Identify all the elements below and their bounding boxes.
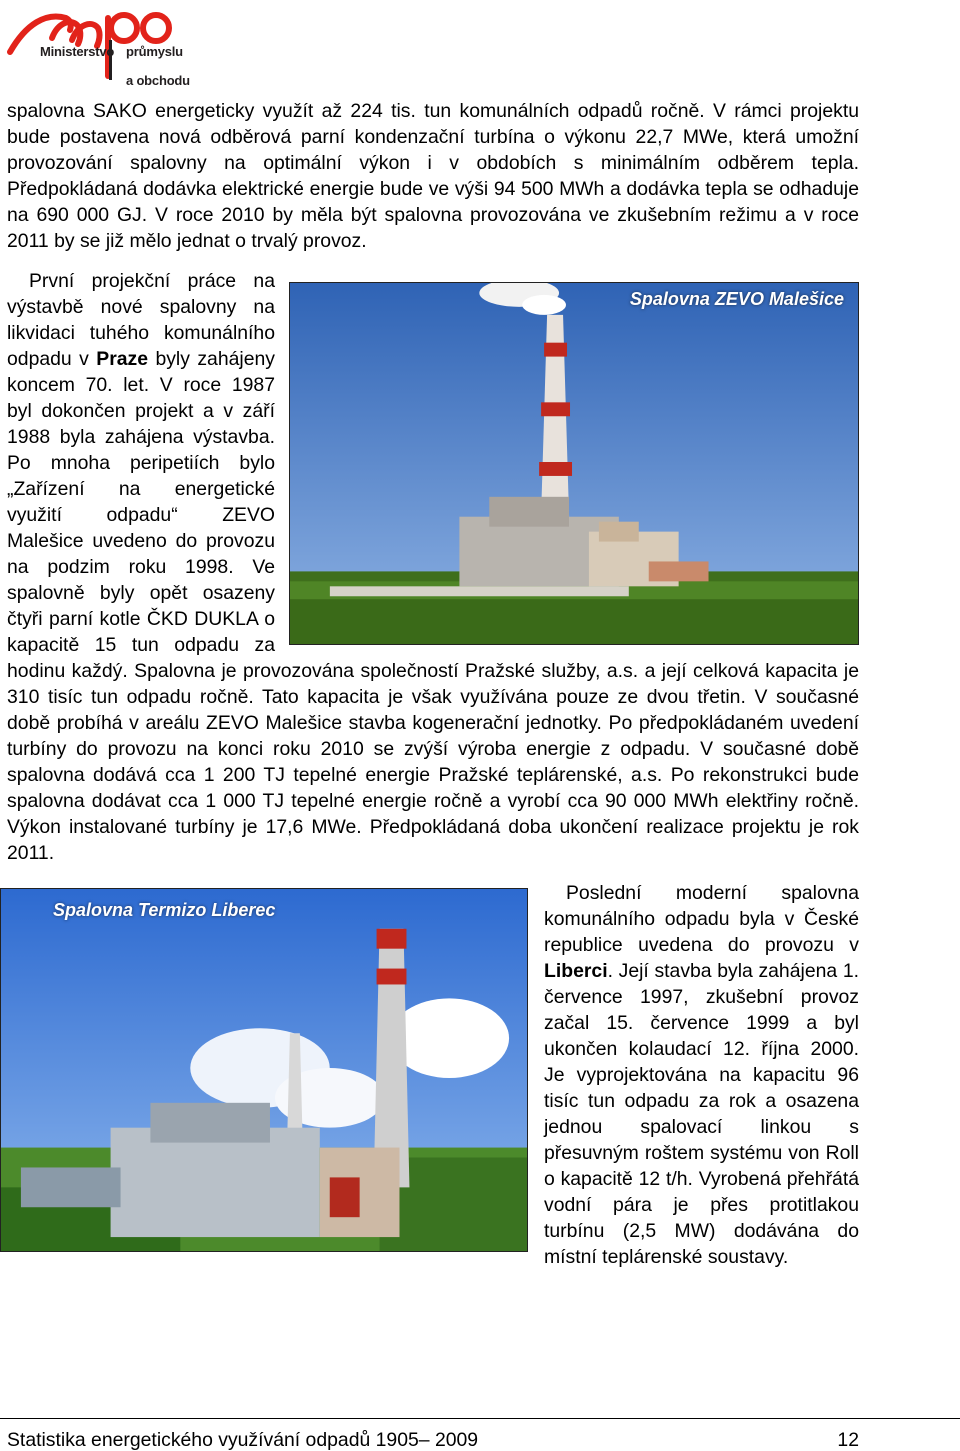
paragraph-termizo-text-2: . Její stavba byla zahájena 1. července 1997, zkušební provoz začal 15. července 1999 a byl ukončen kolaudací 12. října 2000. Je vyprojektována na kapacitu 96 tisíc tun odpadu za rok a osazena jednou spalovací linkou s přesuvným roštem systému von Roll o kapacitě 12 t/h. Vyrobená přehřátá vodní pára je přes protitlakou turbínu (2,5 MW) dodávána do místní teplárenské soustavy. [544, 960, 859, 1268]
paragraph-zevo-city: Praze [96, 348, 149, 370]
footer-title: Statistika energetického využívání odpadů 1905– 2009 [7, 1429, 479, 1451]
paragraph-termizo-text-1: Poslední moderní spalovna komunálního odpadu byla v České republice uvedena do provozu v [544, 882, 859, 956]
logo-line-3: a obchodu [126, 73, 190, 88]
photo-zevo-caption: Spalovna ZEVO Malešice [629, 289, 844, 309]
photo-zevo-malesice [289, 282, 859, 645]
paragraph-termizo-city: Liberci [544, 960, 608, 982]
paragraph-termizo [7, 880, 859, 1270]
photo-zevo-image [290, 283, 858, 644]
footer-divider [0, 1418, 960, 1419]
photo-termizo-liberec [0, 888, 528, 1252]
paragraph-zevo-text-1: První projekční práce na výstavbě nové spalovny na likvidaci tuhého komunálního odpadu v [7, 270, 275, 370]
photo-termizo-caption: Spalovna Termizo Liberec [53, 900, 276, 920]
paragraph-sako-text: spalovna SAKO energeticky využít až 224 tis. tun komunálních odpadů ročně. V rámci projektu bude postavena nová odběrová parní kondenzační turbína o výkonu 22,7 MWe, která umožní provozování spalovny na optimální výkon i v obdobích s minimálním odběrem tepla. Předpokládaná dodávka elektrické energie bude ve výši 94 500 MWh a dodávka tepla se odhaduje na 690 000 GJ. V roce 2010 by měla být spalovna provozována ve zkušebním režimu a v roce 2011 by se již mělo jednat o trvalý provoz. [7, 100, 859, 252]
paragraph-zevo-text-2: byly zahájeny koncem 70. let. V roce 1987 byl dokončen projekt a v září 1988 byla zahájena výstavba. Po mnoha peripetiích bylo „Zařízení na energetické využití odpadu“ ZEVO Malešice uvedeno do provozu na podzim roku 1998. Ve spalovně byly opět osazeny čtyři parní kotle ČKD DUKLA o kapacitě 15 tun odpadu za hodinu každý. Spalovna je provozována společností Pražské služby, a.s. a její celková kapacita je 310 tisíc tun odpadu ročně. Tato kapacita je však využívána pouze ze dvou třetin. V současné době probíhá v areálu ZEVO Malešice stavba kogenerační jednotky. Po předpokládaném uvedení turbíny do provozu na konci roku 2010 se zvýší výroba energie z odpadu. V současné době spalovna dodává cca 1 200 TJ tepelné energie Pražské teplárenské, a.s. Po rekonstrukci bude spalovna dodávat cca 1 000 TJ tepelné energie ročně a vyrobí cca 90 000 MWh elektřiny ročně. Výkon instalované turbíny je 17,6 MWe. Předpokládaná doba ukončení realizace projektu je rok 2011. [7, 348, 859, 864]
mpo-logo [6, 4, 196, 88]
photo-termizo-image [1, 889, 527, 1251]
paragraph-zevo [7, 268, 859, 866]
document-body [7, 98, 859, 1270]
paragraph-sako [7, 98, 859, 254]
page-number: 12 [837, 1429, 859, 1451]
logo-line-1: Ministerstvo [40, 44, 115, 59]
mpo-logo-mark [6, 4, 196, 82]
logo-line-2: průmyslu [126, 44, 183, 59]
